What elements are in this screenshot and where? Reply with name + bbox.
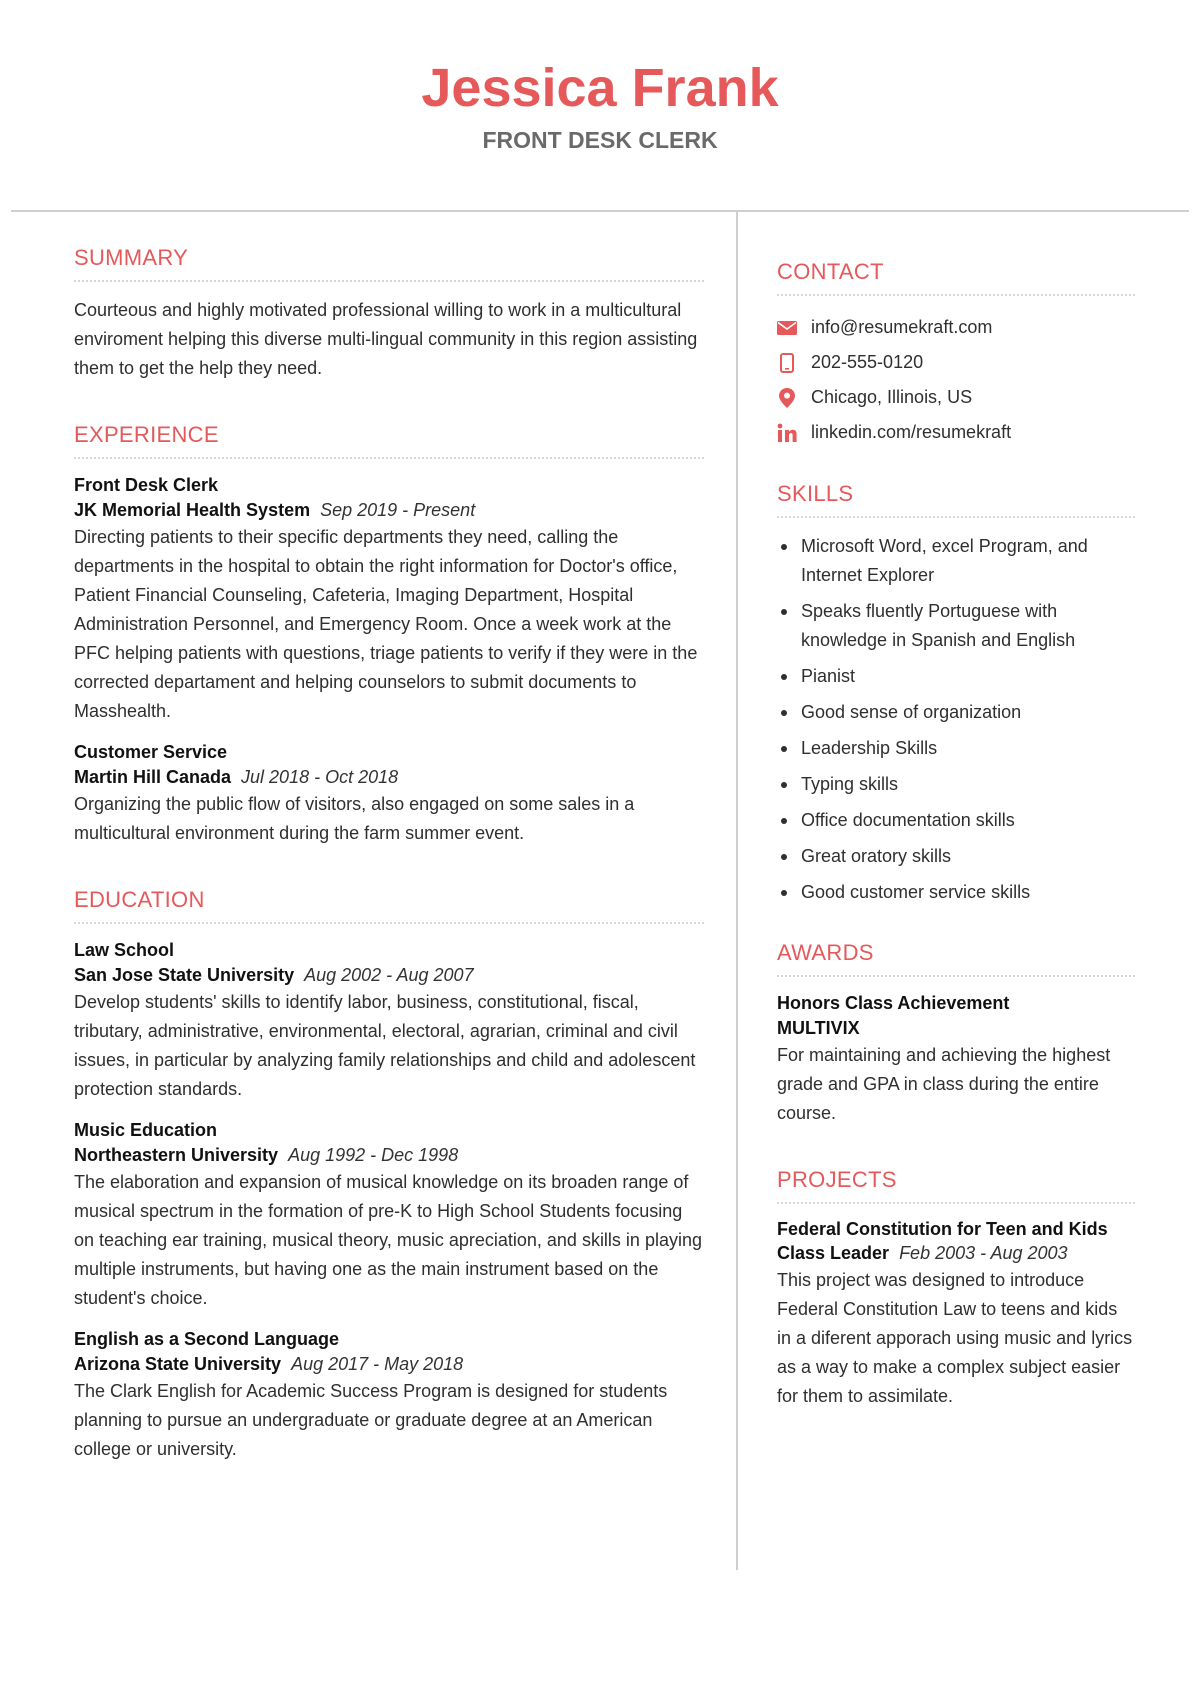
project-title: Federal Constitution for Teen and Kids [777,1219,1108,1239]
phone-icon [777,353,797,373]
skill-item: Good sense of organization [777,698,1135,727]
experience-entry [74,473,704,726]
education-heading: EDUCATION [74,886,704,924]
column-divider [736,211,738,1570]
contact-location [777,380,1135,415]
entry-dates: Aug 1992 - Dec 1998 [288,1145,459,1165]
contact-email[interactable] [777,310,1135,345]
skill-item: Good customer service skills [777,878,1135,907]
entry-title: English as a Second Language [74,1329,340,1349]
education-entry [74,938,704,1104]
skills-heading: SKILLS [777,480,1135,518]
award-description: For maintaining and achieving the highest grade and GPA in class during the entire course. [777,1045,1111,1123]
entry-title: Law School [74,940,175,960]
header-divider [11,210,1189,212]
education-entry [74,1118,704,1313]
entry-organization: JK Memorial Health System [74,500,311,520]
entry-organization: San Jose State University [74,965,295,985]
entry-description: Directing patients to their specific departments they need, calling the departments in the hospital to obtain the right information for Doctor's office, Patient Financial Counseling, Cafeteria, Imaging Department, Hospital Administration Personnel, and Emergency Room. Once a week work at the PFC helping patients with questions, triage patients to verify if they were in the corrected departament and helping counselors to submit documents to Masshealth. [74,527,698,721]
contact-heading: CONTACT [777,258,1135,296]
projects-heading: PROJECTS [777,1166,1135,1204]
entry-description: Develop students' skills to identify labor, business, constitutional, fiscal, tributary, administrative, environmental, electoral, agrarian, criminal and civil issues, in particular by analyzing family relationships and child and adolescent protection standards. [74,992,696,1099]
experience-section [74,421,704,848]
entry-subtitle [74,765,704,790]
entry-title: Front Desk Clerk [74,475,219,495]
entry-subtitle [74,1143,704,1168]
experience-entry [74,740,704,848]
contact-section [777,258,1135,450]
candidate-name: Jessica Frank [421,58,779,118]
project-dates: Feb 2003 - Aug 2003 [899,1243,1068,1263]
awards-section [777,939,1135,1128]
entry-dates: Sep 2019 - Present [320,500,476,520]
contact-phone-text: 202-555-0120 [811,352,924,372]
skill-item: Typing skills [777,770,1135,799]
experience-heading: EXPERIENCE [74,421,704,459]
entry-dates: Aug 2017 - May 2018 [291,1354,464,1374]
project-role: Class Leader [777,1243,890,1263]
award-organization: MULTIVIX [777,1018,860,1038]
summary-text: Courteous and highly motivated professional willing to work in a multicultural enviroment helping this diverse multi-lingual community in this region assisting them to get the help they need. [74,300,698,378]
education-entry [74,1327,704,1464]
project-description: This project was designed to introduce Federal Constitution Law to teens and kids in a diferent apporach using music and lyrics as a way to make a complex subject easier for them to assimilate. [777,1270,1133,1406]
award-title: Honors Class Achievement [777,993,1010,1013]
email-icon [777,318,797,338]
contact-phone[interactable] [777,345,1135,380]
summary-heading: SUMMARY [74,244,704,282]
left-column [74,244,704,1464]
skill-item: Office documentation skills [777,806,1135,835]
contact-email-text: info@resumekraft.com [811,317,993,337]
entry-organization: Arizona State University [74,1354,282,1374]
entry-dates: Jul 2018 - Oct 2018 [241,767,399,787]
skill-item: Speaks fluently Portuguese with knowledge in Spanish and English [777,597,1135,655]
skill-item: Leadership Skills [777,734,1135,763]
entry-dates: Aug 2002 - Aug 2007 [304,965,474,985]
entry-subtitle [74,498,704,523]
skill-item: Microsoft Word, excel Program, and Internet Explorer [777,532,1135,590]
contact-linkedin[interactable] [777,415,1135,450]
linkedin-icon [777,423,797,443]
entry-organization: Martin Hill Canada [74,767,232,787]
entry-subtitle [74,1352,704,1377]
entry-description: Organizing the public flow of visitors, also engaged on some sales in a multicultural environment during the farm summer event. [74,794,635,843]
contact-location-text: Chicago, Illinois, US [811,387,973,407]
entry-description: The elaboration and expansion of musical knowledge on its broaden range of musical spectrum in the formation of pre-K to High School Students focusing on teaching ear training, musical theory, music apreciation, and skills in playing multiple instruments, but having one as the main instrument based on the student's choice. [74,1172,702,1308]
awards-heading: AWARDS [777,939,1135,977]
projects-section [777,1166,1135,1411]
right-column [777,258,1135,1411]
job-title: FRONT DESK CLERK [482,127,718,153]
entry-title: Music Education [74,1120,218,1140]
project-subtitle [777,1241,1135,1266]
contact-linkedin-text: linkedin.com/resumekraft [811,422,1012,442]
entry-description: The Clark English for Academic Success Program is designed for students planning to pursue an undergraduate or graduate degree at an American college or university. [74,1381,668,1459]
skills-list [777,532,1135,907]
education-section [74,886,704,1464]
entry-subtitle [74,963,704,988]
entry-organization: Northeastern University [74,1145,279,1165]
skills-section [777,480,1135,907]
skill-item: Great oratory skills [777,842,1135,871]
summary-section [74,244,704,383]
entry-title: Customer Service [74,742,228,762]
location-pin-icon [777,388,797,408]
skill-item: Pianist [777,662,1135,691]
